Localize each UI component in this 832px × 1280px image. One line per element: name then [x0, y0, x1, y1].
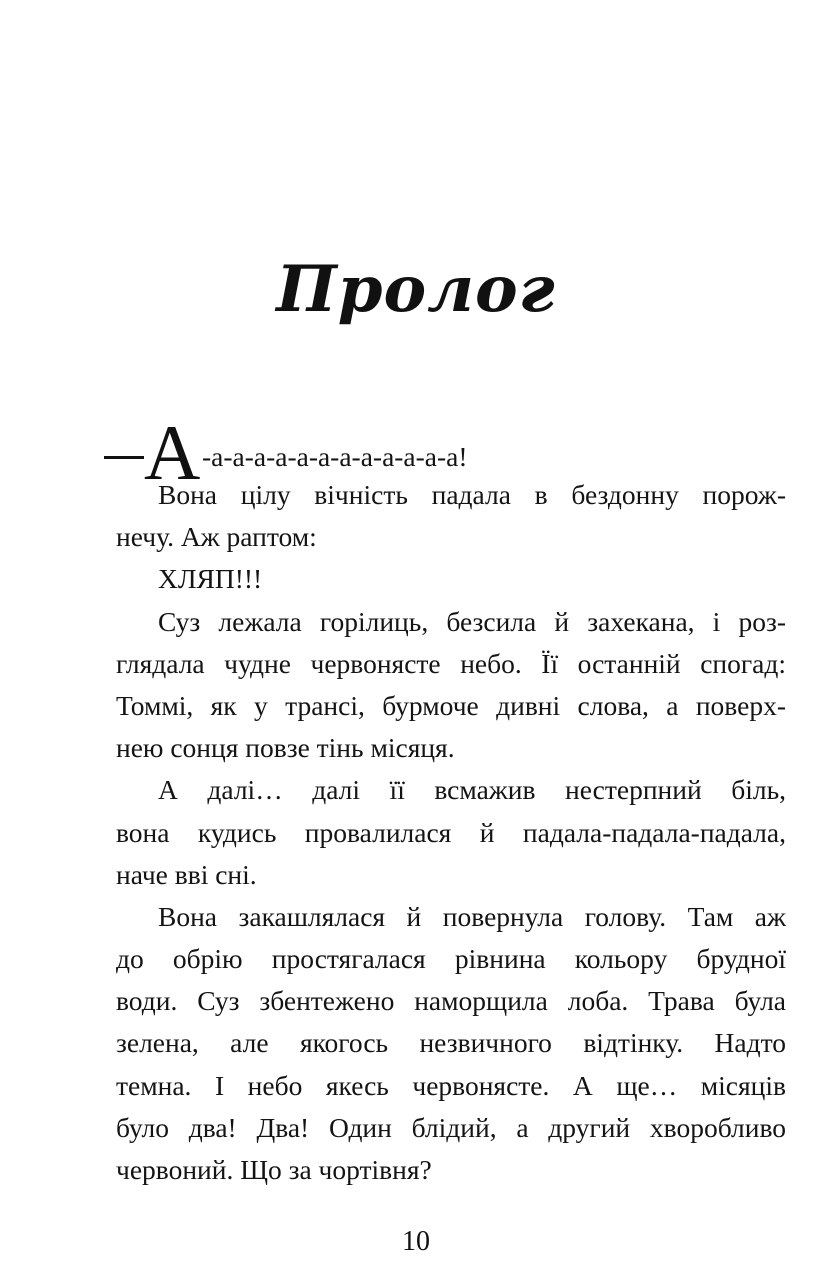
drop-cap: А — [144, 409, 201, 496]
text-line: А далі… далі її всмажив нестерпний біль, — [158, 774, 786, 806]
text-line: води. Суз збентежено наморщила лоба. Трава була — [116, 985, 786, 1017]
text-line: зелена, але якогось незвичного відтінку. Надто — [116, 1027, 786, 1059]
text-line: червоний. Що за чортівня? — [116, 1154, 432, 1185]
text-line: було два! Два! Один блідий, а другий хворобливо — [116, 1111, 786, 1143]
text-line: Суз лежала горілиць, безсила й захекана, і роз- — [158, 605, 786, 637]
text-line: Вона цілу вічність падала в бездонну порож- — [158, 479, 786, 510]
prologue-text — [116, 409, 786, 1191]
paragraph — [116, 474, 786, 558]
text-line: нею сонця повзе тінь місяця. — [116, 732, 455, 764]
page-number: 10 — [402, 1226, 430, 1257]
text-line: нечу. Аж раптом: — [116, 521, 317, 553]
opening-scream-text: -а-а-а-а-а-а-а-а-а-а-а-а! — [202, 441, 468, 472]
text-line: Вона закашлялася й повернула голову. Там аж — [158, 900, 786, 932]
paragraph — [116, 558, 786, 600]
paragraph — [116, 601, 786, 770]
chapter-title: Пролог — [276, 252, 556, 327]
text-line: Томмі, як у трансі, бурмоче дивні слова, а поверх- — [116, 689, 786, 721]
paragraph — [116, 769, 786, 896]
paragraph — [116, 896, 786, 1191]
text-line: темна. І небо якесь червоняcте. А ще… місяців — [116, 1069, 786, 1101]
text-line: ХЛЯП!!! — [158, 563, 263, 595]
text-line: глядала чудне червоняcте небо. Її останній спогад: — [116, 647, 786, 679]
text-line: наче вві сні. — [116, 858, 257, 890]
paragraphs — [116, 474, 786, 1191]
text-line: до обрію простягалася рівнина кольору брудної — [116, 943, 786, 975]
text-line: вона кудись провалилася й падала-падала-падала, — [116, 816, 786, 848]
dialogue-dash — [104, 456, 144, 459]
